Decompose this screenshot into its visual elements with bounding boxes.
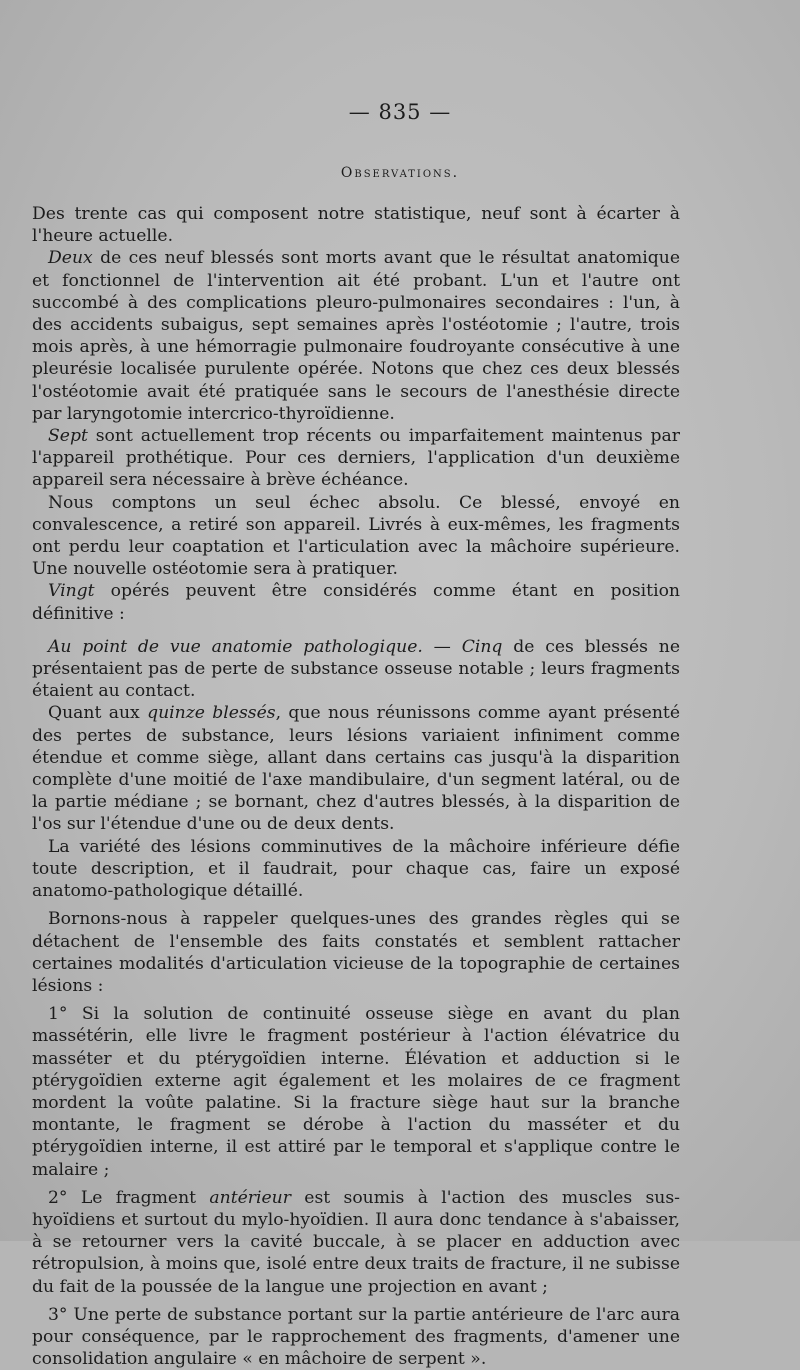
paragraph-text: opérés peuvent être considérés comme étant en position définitive : (32, 581, 680, 624)
paragraph-lead-word: antérieur (209, 1187, 291, 1208)
paragraph-lead-phrase: quinze blessés (147, 703, 276, 724)
paragraph-intro: Des trente cas qui composent notre statistique, neuf sont à écarter à l'heure actuelle. (32, 204, 680, 247)
paragraph-lead-phrase: Au point de vue anatomie pathologique. (48, 636, 423, 657)
paragraph-lead-word: Vingt (48, 581, 95, 602)
page-number: — 835 — (348, 100, 452, 124)
body-text (32, 203, 680, 1370)
paragraph-text: sont actuellement trop récents ou imparfaitement maintenus par l'appareil prothétique. Pour ces derniers, l'application d'un deuxième appareil sera nécessaire à brève échéance. (32, 426, 680, 491)
list-item-3: 3° Une perte de substance portant sur la partie antérieure de l'arc aura pour conséquence, par le rapprochement des fragments, d'amener une consolidation angulaire « en mâchoire de serpent ». (32, 1304, 680, 1370)
paragraph-variete: La variété des lésions comminutives de la mâchoire inférieure défie toute description, et il faudrait, pour chaque cas, faire un exposé anatomo-pathologique détaillé. (32, 836, 680, 902)
paragraph-dash: — (422, 636, 462, 657)
paragraph-lead-word: Deux (48, 248, 93, 269)
paragraph-vingt (32, 580, 680, 624)
paragraph-lead-word: Cinq (461, 636, 503, 657)
paragraph-lead-word: Sept (48, 426, 88, 447)
paragraph-regles: Bornons-nous à rappeler quelques-unes des grandes règles qui se détachent de l'ensemble des faits constatés et semblent rattacher certaines modalités d'articulation vicieuse de la topographie de certaines lésions : (32, 909, 680, 996)
paragraph-text: de ces blessés ne présentaient pas de perte de substance osseuse notable ; leurs fragments étaient au contact. (32, 636, 680, 702)
paragraph-quinze (32, 702, 680, 835)
paragraph-text: est soumis à l'action des muscles sus-hyoïdiens et surtout du mylo-hyoïdien. Il aura donc tendance à s'abaisser, à se retourner vers la cavité buccale, à se placer en adduction avec rétropulsion, à moins que, isolé entre deux traits de fracture, il ne subisse du fait de la poussée de la langue une projection en avant ; (32, 1187, 680, 1297)
list-item-1: 1° Si la solution de continuité osseuse siège en avant du plan massétérin, elle livre le fragment postérieur à l'action élévatrice du masséter et du ptérygoïdien interne. Élévation et adduction si le ptérygoïdien externe agit également et les molaires de ce fragment mordent la voûte palatine. Si la fracture siège haut sur la branche montante, le fragment se dérobe à l'action du masséter et du ptérygoïdien interne, il est attiré par le temporal et s'applique contre le malaire ; (32, 1004, 680, 1180)
section-title: Observations. (340, 165, 460, 181)
paragraph-text: 2° Le fragment (48, 1187, 210, 1208)
paragraph-text: de ces neuf blessés sont morts avant que le résultat anatomique et fonctionnel de l'intervention ait été probant. L'un et l'autre ont succombé à des complications pleuro-pulmonaires secondaires : l'un, à des accidents subaigus, sept semaines après l'ostéotomie ; l'autre, trois mois après, à une hémorragie pulmonaire foudroyante consécutive à une pleurésie localisée purulente opérée. Notons que chez ces deux blessés l'ostéotomie avait été pratiquée sans le secours de l'anesthésie directe par laryngotomie intercrico-thyroïdienne. (32, 248, 680, 424)
paragraph-text: , que nous réunissons comme ayant présenté des pertes de substance, leurs lésions variaient infiniment comme étendue et comme siège, allant dans certains cas jusqu'à la disparition complète d'une moitié de l'axe mandibulaire, d'un segment latéral, ou de la partie médiane ; se bornant, chez d'autres blessés, à la disparition de l'os sur l'étendue d'une ou de deux dents. (32, 703, 680, 835)
list-item-2 (32, 1187, 680, 1298)
paragraph-echec: Nous comptons un seul échec absolu. Ce blessé, envoyé en convalescence, a retiré son appareil. Livrés à eux-mêmes, les fragments ont perdu leur coaptation et l'articulation avec la mâchoire supérieure. Une nouvelle ostéotomie sera à pratiquer. (32, 492, 680, 580)
paragraph-anatomie (32, 636, 680, 703)
paragraph-sept (32, 425, 680, 492)
paragraph-deux (32, 247, 680, 425)
paragraph-text: Quant aux (48, 703, 148, 724)
